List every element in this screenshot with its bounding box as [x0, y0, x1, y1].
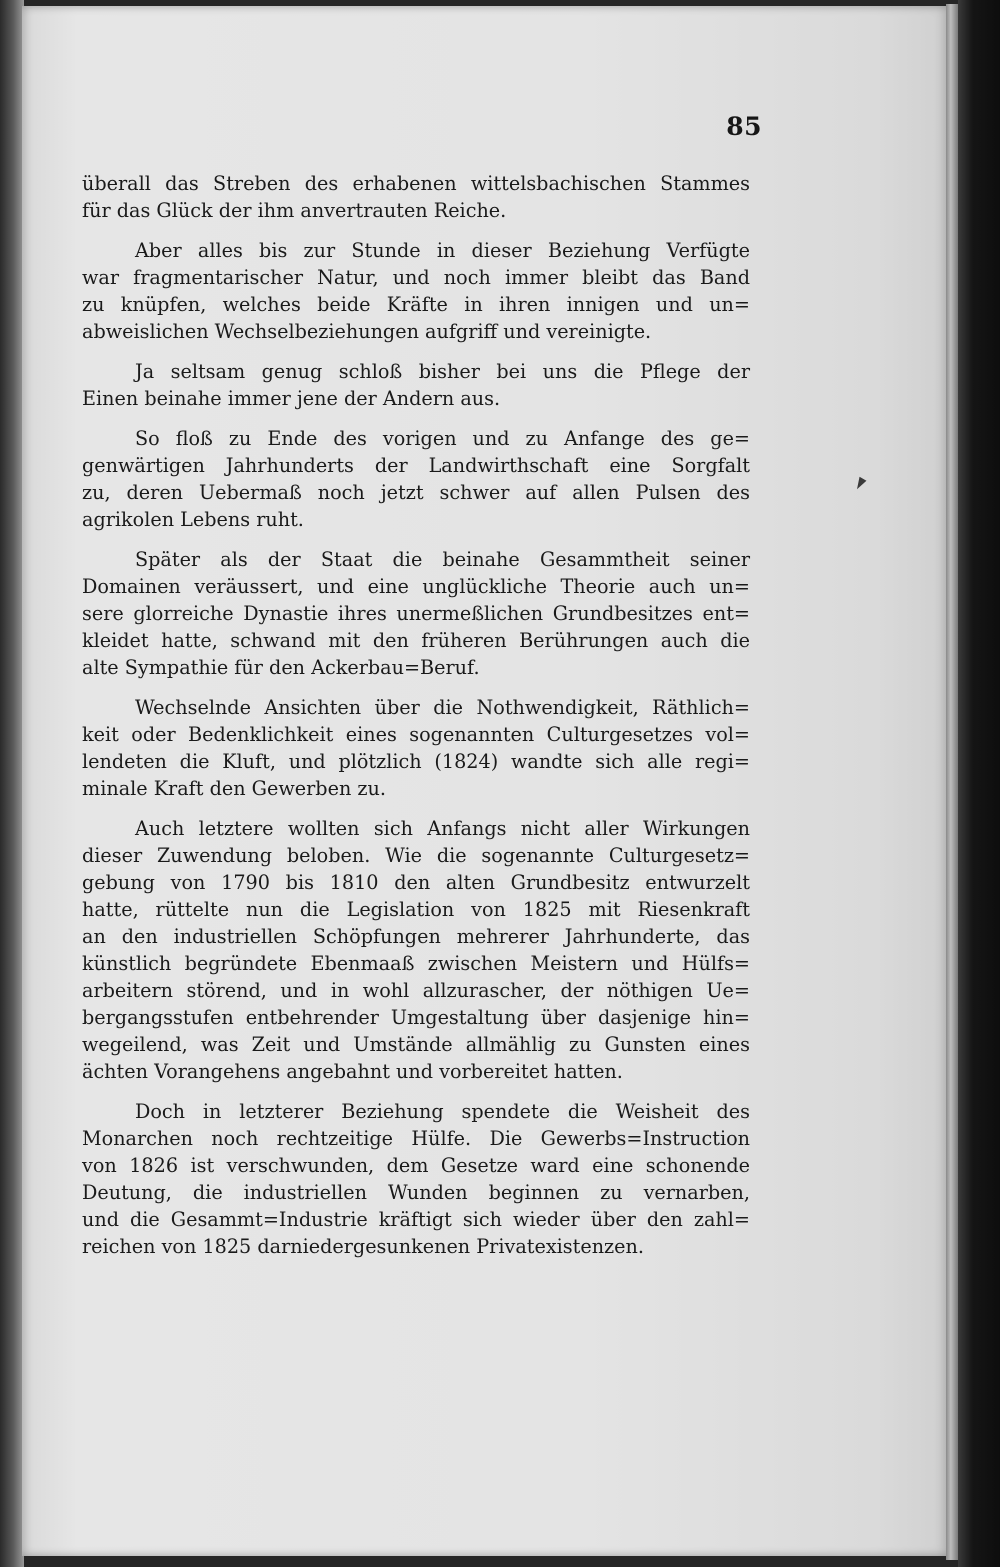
text-line: dieser Zuwendung beloben. Wie die sogenannte Culturgesetz=: [82, 844, 750, 867]
text-line: sere glorreiche Dynastie ihres unermeßlichen Grundbesitzes ent=: [82, 602, 750, 625]
paragraph: [82, 237, 750, 345]
text-line: alte Sympathie für den Ackerbau=Beruf.: [82, 656, 480, 679]
text-line: Auch letztere wollten sich Anfangs nicht aller Wirkungen: [135, 817, 750, 840]
text-line: zu knüpfen, welches beide Kräfte in ihren innigen und un=: [82, 293, 750, 316]
text-line: minale Kraft den Gewerben zu.: [82, 777, 386, 800]
text-line: abweislichen Wechselbeziehungen aufgriff und vereinigte.: [82, 320, 652, 343]
text-line: kleidet hatte, schwand mit den früheren Berührungen auch die: [82, 629, 750, 652]
page-fore-edge: [946, 4, 958, 1560]
text-line: von 1826 ist verschwunden, dem Gesetze ward eine schonende: [82, 1154, 750, 1177]
text-line: und die Gesammt=Industrie kräftigt sich wieder über den zahl=: [82, 1208, 750, 1231]
text-line: agrikolen Lebens ruht.: [82, 508, 304, 531]
paragraph: [82, 546, 750, 681]
paragraph: [82, 358, 750, 412]
text-line: lendeten die Kluft, und plötzlich (1824) wandte sich alle regi=: [82, 750, 750, 773]
paragraph: [82, 815, 750, 1085]
paragraph: [82, 425, 750, 533]
text-line: Einen beinahe immer jene der Andern aus.: [82, 387, 501, 410]
text-line: gebung von 1790 bis 1810 den alten Grundbesitz entwurzelt: [82, 871, 750, 894]
text-line: Aber alles bis zur Stunde in dieser Beziehung Verfügte: [135, 239, 750, 262]
body-text: [82, 170, 750, 1260]
paragraph: [82, 170, 750, 224]
text-line: überall das Streben des erhabenen wittelsbachischen Stammes: [82, 172, 750, 195]
text-line: ächten Vorangehens angebahnt und vorbereitet hatten.: [82, 1060, 623, 1083]
text-line: Später als der Staat die beinahe Gesammtheit seiner: [135, 548, 750, 571]
text-line: an den industriellen Schöpfungen mehrerer Jahrhunderte, das: [82, 925, 750, 948]
text-line: Monarchen noch rechtzeitige Hülfe. Die Gewerbs=Instruction: [82, 1127, 750, 1150]
paragraph: [82, 694, 750, 802]
text-line: Wechselnde Ansichten über die Nothwendigkeit, Räthlich=: [135, 696, 750, 719]
text-line: genwärtigen Jahrhunderts der Landwirthschaft eine Sorgfalt: [82, 454, 750, 477]
binding-gutter: [0, 0, 24, 1567]
text-line: zu, deren Uebermaß noch jetzt schwer auf allen Pulsen des: [82, 481, 750, 504]
text-line: wegeilend, was Zeit und Umstände allmählig zu Gunsten eines: [82, 1033, 750, 1056]
text-line: Deutung, die industriellen Wunden beginnen zu vernarben,: [82, 1181, 750, 1204]
text-line: künstlich begründete Ebenmaaß zwischen Meistern und Hülfs=: [82, 952, 750, 975]
text-line: So floß zu Ende des vorigen und zu Anfange des ge=: [135, 427, 750, 450]
text-line: Doch in letzterer Beziehung spendete die Weisheit des: [135, 1100, 750, 1123]
page-number: 85: [726, 112, 762, 141]
text-line: hatte, rüttelte nun die Legislation von 1825 mit Riesenkraft: [82, 898, 750, 921]
text-line: Ja seltsam genug schloß bisher bei uns die Pflege der: [135, 360, 750, 383]
paragraph: [82, 1098, 750, 1260]
text-line: bergangsstufen entbehrender Umgestaltung über dasjenige hin=: [82, 1006, 750, 1029]
text-line: arbeitern störend, und in wohl allzurascher, der nöthigen Ue=: [82, 979, 750, 1002]
text-line: für das Glück der ihm anvertrauten Reiche.: [82, 199, 507, 222]
text-line: war fragmentarischer Natur, und noch immer bleibt das Band: [82, 266, 750, 289]
text-line: reichen von 1825 darniedergesunkenen Privatexistenzen.: [82, 1235, 644, 1258]
text-line: keit oder Bedenklichkeit eines sogenannten Culturgesetzes vol=: [82, 723, 750, 746]
book-cover-edge: [958, 0, 1000, 1567]
text-line: Domainen veräussert, und eine unglückliche Theorie auch un=: [82, 575, 750, 598]
